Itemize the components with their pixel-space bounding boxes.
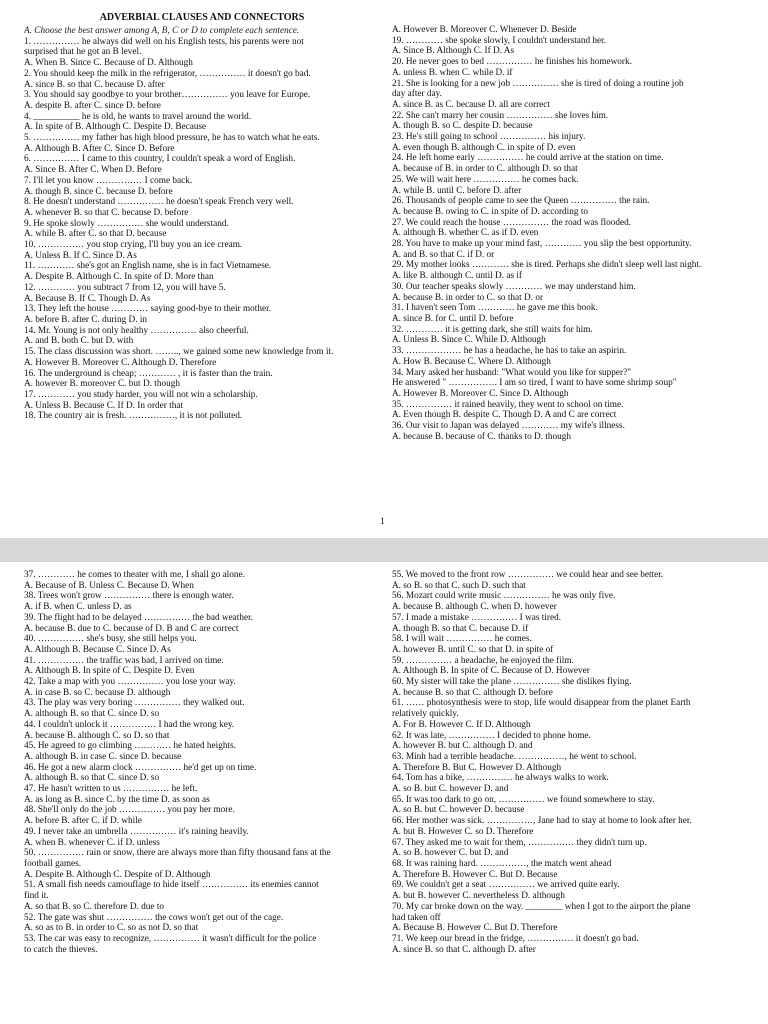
answer-options: A. however B. but C. although D. and xyxy=(392,741,533,752)
question-text: 25. We will wait here …………… he comes back. xyxy=(392,174,579,185)
answer-options: A. Even though B. despite C. Though D. A and C are correct xyxy=(392,410,617,421)
answer-options: A. Therefore B. However C. But D. Because xyxy=(392,869,558,880)
question-text: 23. He's still going to school …………… his injury. xyxy=(392,132,586,143)
question-text: relatively quickly. xyxy=(392,709,459,720)
question-text: 47. He hasn't written to us …………… he left. xyxy=(24,784,198,795)
answer-options: A. so B. but C. however D. because xyxy=(392,805,525,816)
question-text: day after day. xyxy=(392,89,442,100)
answer-options: A. although B. in case C. since D. because xyxy=(24,751,182,762)
answer-options: A. though B. since C. because D. before xyxy=(24,186,173,197)
answer-options: A. in case B. so C. because D. although xyxy=(24,687,171,698)
page-number: 1 xyxy=(380,517,385,527)
question-text: 45. He agreed to go climbing ………… he hated heights. xyxy=(24,741,236,752)
question-text: 50. …………… rain or snow, there are always more than fifty thousand fans at the xyxy=(24,848,331,859)
worksheet-title: ADVERBIAL CLAUSES AND CONNECTORS xyxy=(99,12,305,23)
answer-options: A. however B. moreover C. but D. though xyxy=(24,379,180,390)
answer-options: A. as long as B. since C. by the time D. as soon as xyxy=(24,794,210,805)
answer-options: A. but B. however C. nevertheless D. although xyxy=(392,891,565,902)
question-text: 44. I couldn't unlock it …………… I had the wrong key. xyxy=(24,719,235,730)
question-text: 66. Her mother was sick. ……………, Jane had to stay at home to look after her. xyxy=(392,816,692,827)
answer-options: A. if B. when C. unless D. as xyxy=(24,602,132,613)
answer-options: A. and B. so that C. if D. or xyxy=(392,249,495,260)
answer-options: A. since B. so that C. although D. after xyxy=(392,944,536,955)
answer-options: A. since B. so that C. because D. after xyxy=(24,79,165,90)
question-text: 37. ………… he comes to theater with me, I shall go alone. xyxy=(24,570,245,580)
question-text: 4. __________ he is old, he wants to travel around the world. xyxy=(24,111,252,122)
answer-options: A. while B. until C. before D. after xyxy=(392,185,522,196)
answer-options: A. because B. in order to C. so that D. or xyxy=(392,292,544,303)
answer-options: A. because B. although C. when D. however xyxy=(392,602,557,613)
answer-options: A. Unless B. Because C. If D. In order that xyxy=(24,400,184,411)
answer-options: A. Despite B. Although C. Despite of D. Although xyxy=(24,869,211,880)
answer-options: A. However B. Moreover C. Since D. Although xyxy=(392,388,569,399)
answer-options: A. Unless B. Since C. While D. Although xyxy=(392,335,546,346)
question-text: 2. You should keep the milk in the refrigerator, …………… it doesn't go bad. xyxy=(24,68,311,79)
question-text: 27. We could reach the house …………… the road was flooded. xyxy=(392,217,632,228)
question-text: 1. …………… he always did well on his English tests, his parents were not xyxy=(24,36,304,47)
answer-options: A. so B. so that C. such D. such that xyxy=(392,580,526,591)
question-text: 36. Our visit to Japan was delayed ………… my wife's illness. xyxy=(392,421,625,432)
answer-options: A. because B. because of C. thanks to D. though xyxy=(392,431,572,442)
question-text: 40. …………… she's busy, she still helps you. xyxy=(24,634,197,645)
question-text: had taken off xyxy=(392,912,441,923)
question-text: 12. ………… you subtract 7 from 12, you will have 5. xyxy=(24,282,226,293)
answer-options: A. whenever B. so that C. because D. before xyxy=(24,207,189,218)
page2-right-column xyxy=(392,570,752,955)
question-text: 64. Tom has a bike, …………… he always walks to work. xyxy=(392,773,609,784)
answer-options: A. because B. so that C. although D. before xyxy=(392,687,553,698)
answer-options: A. although B. whether C. as if D. even xyxy=(392,228,539,239)
question-text: 22. She can't marry her cousin …………… she loves him. xyxy=(392,110,609,121)
question-text: 46. He got a new alarm clock …………… he'd get up on time. xyxy=(24,762,257,773)
question-text: 8. He doesn't understand …………… he doesn't speak French very well. xyxy=(24,197,294,208)
answer-options: A. because B. owing to C. in spite of D. according to xyxy=(392,206,589,217)
answer-options: A. though B. so C. despite D. because xyxy=(392,121,533,132)
question-text: 24. He left home early …………… he could arrive at the station on time. xyxy=(392,153,664,164)
question-text: 68. It was raining hard. ……………, the match went ahead xyxy=(392,858,612,869)
answer-options: A. Because B. However C. But D. Therefore xyxy=(392,923,558,934)
answer-options: A. When B. Since C. Because of D. Although xyxy=(24,58,193,69)
question-text: 18. The country air is fresh. ……………, it is not polluted. xyxy=(24,411,243,422)
answer-options: A. however B. until C. so that D. in spite of xyxy=(392,644,554,655)
question-text: 35. …………… it rained heavily, they went to school on time. xyxy=(392,399,624,410)
answer-options: A. so that B. so C. therefore D. due to xyxy=(24,901,165,912)
question-text: 48. She'll only do the job …………… you pay her more. xyxy=(24,805,235,816)
question-text: 13. They left the house ………… saying good-bye to their mother. xyxy=(24,304,271,315)
page1-left-column xyxy=(24,26,380,422)
answer-options: A. Although B. After C. Since D. Before xyxy=(24,143,175,154)
question-text: 33. ……………… he has a headache, he has to take an aspirin. xyxy=(392,346,627,357)
question-text: 19. ………… she spoke slowly, I couldn't understand her. xyxy=(392,35,607,46)
answer-options: A. even though B. although C. in spite of D. even xyxy=(392,142,576,153)
question-text: 61. …… photosynthesis were to stop, life would disappear from the planet Earth xyxy=(392,698,691,709)
question-text: 29. My mother looks ………… she is tired. Perhaps she didn't sleep well last night. xyxy=(392,260,702,271)
answer-options: A. Despite B. Although C. In spite of D. More than xyxy=(24,272,214,283)
question-text: 26. Thousands of people came to see the Queen …………… the rain. xyxy=(392,196,650,207)
question-text: 16. The underground is cheap; ………… , it is faster than the train. xyxy=(24,368,273,379)
question-text: football games. xyxy=(24,858,82,869)
question-text: 32. ………… it is getting dark, she still waits for him. xyxy=(392,324,593,335)
answer-options: A. Although B. In spite of C. Despite D. Even xyxy=(24,666,195,677)
answer-options: A. Because B. If C. Though D. As xyxy=(24,293,151,304)
question-text: 62. It was late, …………… I decided to phone home. xyxy=(392,730,591,741)
answer-options: A. Therefore B. But C. However D. Although xyxy=(392,762,562,773)
question-text: 58. I will wait …………… he comes. xyxy=(392,634,532,645)
answer-options: A. Unless B. If C. Since D. As xyxy=(24,250,137,261)
question-text: 7. I'll let you know …………… I come back. xyxy=(24,175,193,186)
question-text: 31. I haven't seen Tom ………… he gave me this book. xyxy=(392,303,598,314)
question-text: 39. The flight had to be delayed …………… the bad weather. xyxy=(24,612,253,623)
question-text: 21. She is looking for a new job …………… she is tired of doing a routine job xyxy=(392,78,684,89)
question-text: 20. He never goes to bed …………… he finishes his homework. xyxy=(392,57,632,68)
answer-options: A. while B. after C. so that D. because xyxy=(24,229,167,240)
page1-right-column xyxy=(392,25,752,442)
answer-options: A. so as to B. in order to C. so as not D. so that xyxy=(24,923,199,934)
answer-options: A. before B. after C. during D. in xyxy=(24,314,148,325)
question-text: find it. xyxy=(24,891,49,902)
answer-options: A. since B. as C. because D. all are correct xyxy=(392,99,550,110)
answer-options: A. Although B. In spite of C. Because of D. However xyxy=(392,666,590,677)
question-text: 5. …………… my father has high blood pressure, he has to watch what he eats. xyxy=(24,133,320,144)
question-text: 49. I never take an umbrella …………… it's raining heavily. xyxy=(24,826,249,837)
question-text: 43. The play was very boring …………… they walked out. xyxy=(24,698,245,709)
answer-options: A. although B. so that C. since D. so xyxy=(24,709,160,720)
question-text: 59. …………… a headache, he enjoyed the film. xyxy=(392,655,574,666)
worksheet-page-2 xyxy=(0,562,768,1024)
answer-options: A. before B. after C. if D. while xyxy=(24,816,142,827)
question-text: 28. You have to make up your mind fast, ………… you slip the best opportunity. xyxy=(392,239,692,250)
answer-options: A. Although B. Because C. Since D. As xyxy=(24,644,171,655)
answer-options: A. Since B. After C. When D. Before xyxy=(24,165,162,176)
answer-options: A. so B. but C. however D. and xyxy=(392,784,509,795)
answer-options: A. like B. although C. until D. as if xyxy=(392,271,523,282)
answer-options: A. though B. so that C. because D. if xyxy=(392,623,529,634)
question-text: 60. My sister will take the plane …………… she dislikes flying. xyxy=(392,677,632,688)
question-text: 57. I made a mistake …………… I was tired. xyxy=(392,612,562,623)
question-text: 3. You should say goodbye to your brother…………… you leave for Europe. xyxy=(24,90,311,101)
answer-options: A. but B. However C. so D. Therefore xyxy=(392,826,534,837)
question-text: 67. They asked me to wait for them, …………… they didn't turn up. xyxy=(392,837,647,848)
question-text: 15. The class discussion was short. …….., we gained some new knowledge from it. xyxy=(24,347,334,358)
page2-left-column xyxy=(24,570,380,955)
question-text: 52. The gate was shut …………… the cows won't get out of the cage. xyxy=(24,912,284,923)
answer-options: A. and B. both C. but D. with xyxy=(24,336,134,347)
question-text: to catch the thieves. xyxy=(24,944,98,955)
question-text: 42. Take a map with you …………… you lose your way. xyxy=(24,677,236,688)
answer-options: A. when B. whenever C. if D. unless xyxy=(24,837,160,848)
question-text: surprised that he got an B level. xyxy=(24,47,142,58)
question-text: 14. Mr. Young is not only healthy …………… also cheerful. xyxy=(24,325,249,336)
question-text: 41. …………… the traffic was bad, I arrived on time. xyxy=(24,655,224,666)
question-text: 53. The car was easy to recognize, …………… it wasn't difficult for the police xyxy=(24,933,317,944)
question-text: 38. Trees won't grow …………… there is enough water. xyxy=(24,591,234,602)
answer-options: A. because B. although C. so D. so that xyxy=(24,730,170,741)
answer-options: A. so B. however C. but D. and xyxy=(392,848,509,859)
answer-options: A. Since B. Although C. If D. As xyxy=(392,46,515,57)
question-text: He answered " ……………. I am so tired, I want to have some shrimp soup" xyxy=(392,378,677,389)
question-text: 9. He spoke slowly …………… she would understand. xyxy=(24,218,229,229)
question-text: 56. Mozart could write music …………… he was only five. xyxy=(392,591,616,602)
question-text: 11. ………… she's got an English name, she is in fact Vietnamese. xyxy=(24,261,272,272)
answer-options: A. For B. However C. If D. Although xyxy=(392,719,531,730)
answer-options: A. However B. Moreover C. Although D. Therefore xyxy=(24,357,217,368)
question-text: 6. …………… I came to this country, I couldn't speak a word of English. xyxy=(24,154,296,165)
question-text: 69. We couldn't get a seat …………… we arrived quite early. xyxy=(392,880,620,891)
answer-options: A. because B. due to C. because of D. B and C are correct xyxy=(24,623,239,634)
question-text: 70. My car broke down on the way. ________ when I got to the airport the plane xyxy=(392,901,691,912)
question-text: 34. Mary asked her husband: "What would you like for supper?" xyxy=(392,367,632,378)
page-gap xyxy=(0,538,768,562)
question-text: 55. We moved to the front row …………… we could hear and see better. xyxy=(392,570,664,580)
question-text: 71. We keep our bread in the fridge, …………… it doesn't go bad. xyxy=(392,933,639,944)
answer-options: A. although B. so that C. since D. so xyxy=(24,773,160,784)
question-text: 63. Minh had a terrible headache. ……………, he went to school. xyxy=(392,751,637,762)
question-text: 65. It was too dark to go on, …………… we found somewhere to stay. xyxy=(392,794,655,805)
question-text: 51. A small fish needs camouflage to hide itself …………… its enemies cannot xyxy=(24,880,319,891)
answer-options: A. In spite of B. Although C. Despite D. Because xyxy=(24,122,207,133)
answer-options: A. because of B. in order to C. although D. so that xyxy=(392,164,578,175)
instructions: A. Choose the best answer among A, B, C or D to complete each sentence. xyxy=(24,26,300,36)
question-text: 17. ………… you study harder, you will not win a scholarship. xyxy=(24,389,258,400)
question-text: 10. …………… you stop crying, I'll buy you an ice cream. xyxy=(24,240,243,251)
question-text: 30. Our teacher speaks slowly ………… we may understand him. xyxy=(392,281,636,292)
answer-options: A. since B. for C. until D. before xyxy=(392,313,514,324)
answer-options: A. Because of B. Unless C. Because D. When xyxy=(24,580,194,591)
answer-options: A. unless B. when C. while D. if xyxy=(392,67,513,78)
answer-options: A. despite B. after C. since D. before xyxy=(24,100,161,111)
answer-options: A. However B. Moreover C. Whenever D. Beside xyxy=(392,25,577,35)
answer-options: A. How B. Because C. Where D. Although xyxy=(392,356,551,367)
